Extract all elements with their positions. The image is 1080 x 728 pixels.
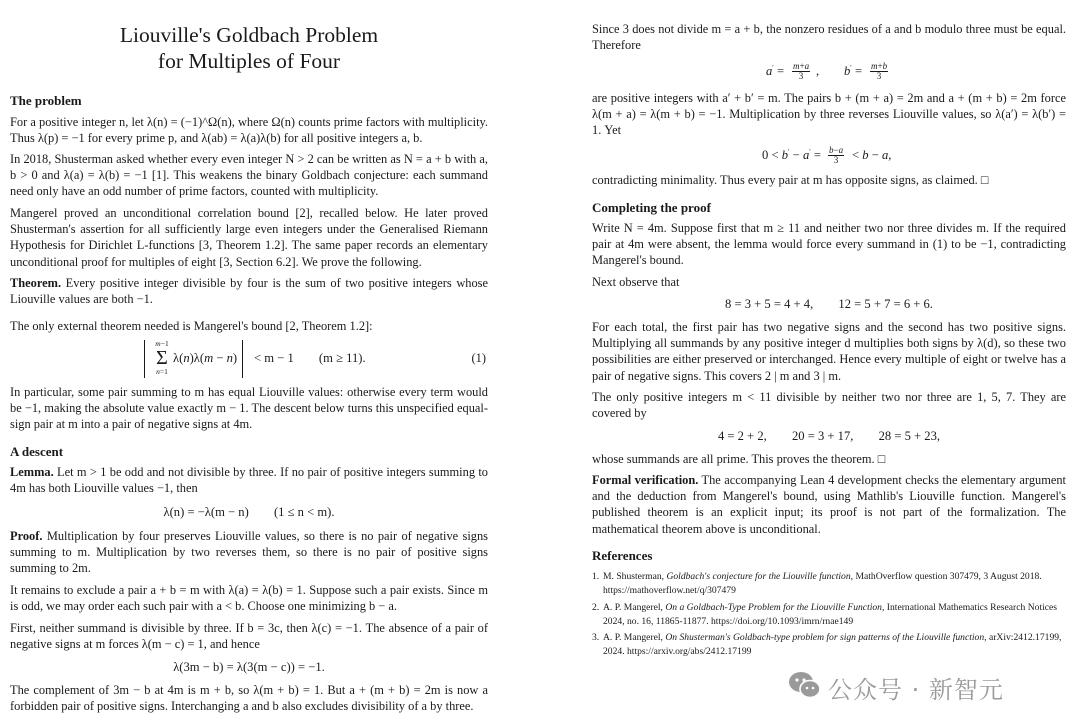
paragraph-write-n: Write N = 4m. Suppose first that m ≥ 11 and neither two nor three divides m. If the required pair at 4m were absent, the lemma would force every summand in (1) to be −1, contradicting Mangerel's bound. xyxy=(592,221,1066,268)
formal-label: Formal verification. xyxy=(592,473,699,487)
equation-rhs: < m − 1 (m ≥ 11). xyxy=(254,351,366,365)
reference-title: Goldbach's conjecture for the Liouville function xyxy=(666,571,851,582)
paragraph-external-theorem: The only external theorem needed is Mangerel's bound [2, Theorem 1.2]: xyxy=(10,319,373,333)
theorem-text: Every positive integer divisible by four is the sum of two positive integers whose Liouville values are both −1. xyxy=(10,276,488,307)
proof-paragraph xyxy=(10,528,488,577)
proof-text: Multiplication by four preserves Liouville values, so there is no pair of negative signs summing to m. Multiplication by two reverses them, so there is no pair of positive signs summing to 2m. xyxy=(10,529,488,576)
reference-title: On a Goldbach-Type Problem for the Liouville Function xyxy=(665,602,882,613)
paragraph-small-m: The only positive integers m < 11 divisible by neither two nor three are 1, 5, 7. They are covered by xyxy=(592,390,1066,421)
paragraph-next-observe: Next observe that xyxy=(592,275,680,289)
paragraph-equal-sign-pair: In particular, some pair summing to m has equal Liouville values: otherwise every term would be −1, making the absolute value exactly m − 1. The descent below turns this unspecified equal-sign pair at m into a pair of negative signs at 4m. xyxy=(10,385,488,432)
paragraph-mangerel: Mangerel proved an unconditional correlation bound [2], recalled below. He later proved Shusterman's assertion for all sufficiently large even integers under the Generalised Riemann Hypothesis for Dirichlet L-functions [3, Theorem 1.2]. The same paper records an elementary unconditional proof for multiples of eight [3, Section 6.2]. We prove the following. xyxy=(10,206,488,269)
section-heading-descent: A descent xyxy=(10,444,64,459)
equation-eight-twelve: 8 = 3 + 5 = 4 + 4, 12 = 5 + 7 = 6 + 6. xyxy=(725,297,933,311)
wechat-icon xyxy=(788,670,822,700)
equation-lemma: λ(n) = −λ(m − n) (1 ≤ n < m). xyxy=(163,505,335,519)
lemma-text: Let m > 1 be odd and not divisible by three. If no pair of positive integers summing to 4m has both Liouville values −1, then xyxy=(10,465,488,496)
reference-item-1: 1. M. Shusterman, Goldbach's conjecture for the Liouville function, MathOverflow question 307479, 3 August 2018. https://mathoverflow.net/q/307479 xyxy=(592,571,1042,596)
proof-label: Proof. xyxy=(10,529,43,543)
paragraph-complement: The complement of 3m − b at 4m is m + b, so λ(m + b) = 1. But a + (m + b) = 2m is now a forbidden pair of positive signs. Interchanging a and b also excludes divisibility of a by three. xyxy=(10,683,488,714)
paragraph-divisible-three: First, neither summand is divisible by three. If b = 3c, then λ(c) = −1. The absence of a pair of negative signs at m forces λ(m − c) = 1, and hence xyxy=(10,621,488,652)
reference-item-3: 3. A. P. Mangerel, On Shusterman's Goldbach-type problem for sign patterns of the Liouville function, arXiv:2412.17199, 2024. https://arxiv.org/abs/2412.17199 xyxy=(592,632,1062,657)
section-heading-problem: The problem xyxy=(10,93,82,108)
paper-title xyxy=(10,22,488,74)
reference-title: On Shusterman's Goldbach-type problem for sign patterns of the Liouville function xyxy=(665,632,985,643)
sum-term: λ(n)λ(m − n) xyxy=(173,351,238,365)
paragraph-each-total: For each total, the first pair has two negative signs and the second has two positive signs. Multiplying all summands by any positive integer d multiplies both signs by λ(d), so these two possibilities are either preserved or interchanged. Hence every multiple of eight or twelve has a pair of negative signs. This covers 2 | m and 3 | m. xyxy=(592,320,1066,383)
paragraph-shusterman: In 2018, Shusterman asked whether every even integer N > 2 can be written as N = a + b with a, b > 0 and λ(a) = λ(b) = −1 [1]. This weakens the binary Goldbach conjecture: each summand need only have an odd number of prime factors, counted with multiplicity. xyxy=(10,152,488,199)
paragraph-residues: Since 3 does not divide m = a + b, the nonzero residues of a and b modulo three must be equal. Therefore xyxy=(592,22,1066,53)
formal-text: The accompanying Lean 4 development checks the elementary argument and the deduction from Mangerel's bound, using Mathlib's Liouville function. Mangerel's published theorem is an explicit input; its proof is not part of the formalization. The mathematical theorem above is unconditional. xyxy=(592,473,1066,536)
equation-a-b-prime: a′ = $\frac{m+a}{3}$ , b′ = $\frac{m+b}{3}$ xyxy=(766,61,888,81)
paragraph-all-prime: whose summands are all prime. This proves the theorem. □ xyxy=(592,452,886,466)
title-line-1: Liouville's Goldbach Problem xyxy=(119,23,379,47)
lemma-label: Lemma. xyxy=(10,465,54,479)
paragraph-positive-integers: are positive integers with a′ + b′ = m. The pairs b + (m + a) = 2m and a + (m + b) = 2m force λ(m + a) = λ(m + b) = −1. Multiplication by three reverses Liouville values, so λ(a′) = λ(b′) = 1. Yet xyxy=(592,91,1066,138)
lemma-statement xyxy=(10,464,488,496)
paragraph-exclude-pair: It remains to exclude a pair a + b = m with λ(a) = λ(b) = 1. Suppose such a pair exists. Since m is odd, we may order each such pair with a < b. Choose one minimizing b − a. xyxy=(10,583,488,614)
watermark xyxy=(788,668,1050,702)
section-heading-completing: Completing the proof xyxy=(592,200,711,215)
title-line-2: for Multiples of Four xyxy=(157,49,341,73)
section-heading-references: References xyxy=(592,548,653,563)
equation-number: (1) xyxy=(471,351,486,365)
paragraph-contradicting: contradicting minimality. Thus every pair at m has opposite signs, as claimed. □ xyxy=(592,173,989,187)
equation-inequality: 0 < b′ − a′ = $\frac{b-a}{3}$ < b − a, xyxy=(762,145,892,165)
watermark-text: 公众号 · 新智元 xyxy=(828,676,1004,704)
reference-item-2: 2. A. P. Mangerel, On a Goldbach-Type Problem for the Liouville Function, International Mathematics Research Notices 2024, no. 16, 11865-11877. https://doi.org/10.1093/imrn/rnae149 xyxy=(592,602,1058,627)
equation-mangerel-bound xyxy=(10,340,488,380)
theorem-label: Theorem. xyxy=(10,276,62,290)
equation-three-m: λ(3m − b) = λ(3(m − c)) = −1. xyxy=(173,660,325,674)
equation-small-cases: 4 = 2 + 2, 20 = 3 + 17, 28 = 5 + 23, xyxy=(717,429,941,443)
paragraph-definition: For a positive integer n, let λ(n) = (−1)^Ω(n), where Ω(n) counts prime factors with multiplicity. Thus λ(p) = −1 for every prime p, and λ(ab) = λ(a)λ(b) for all positive integers a, b. xyxy=(10,115,488,146)
sum-symbol: m−1 Σ n=1 xyxy=(155,339,169,376)
formal-verification-paragraph xyxy=(592,472,1066,537)
theorem-statement xyxy=(10,275,488,307)
